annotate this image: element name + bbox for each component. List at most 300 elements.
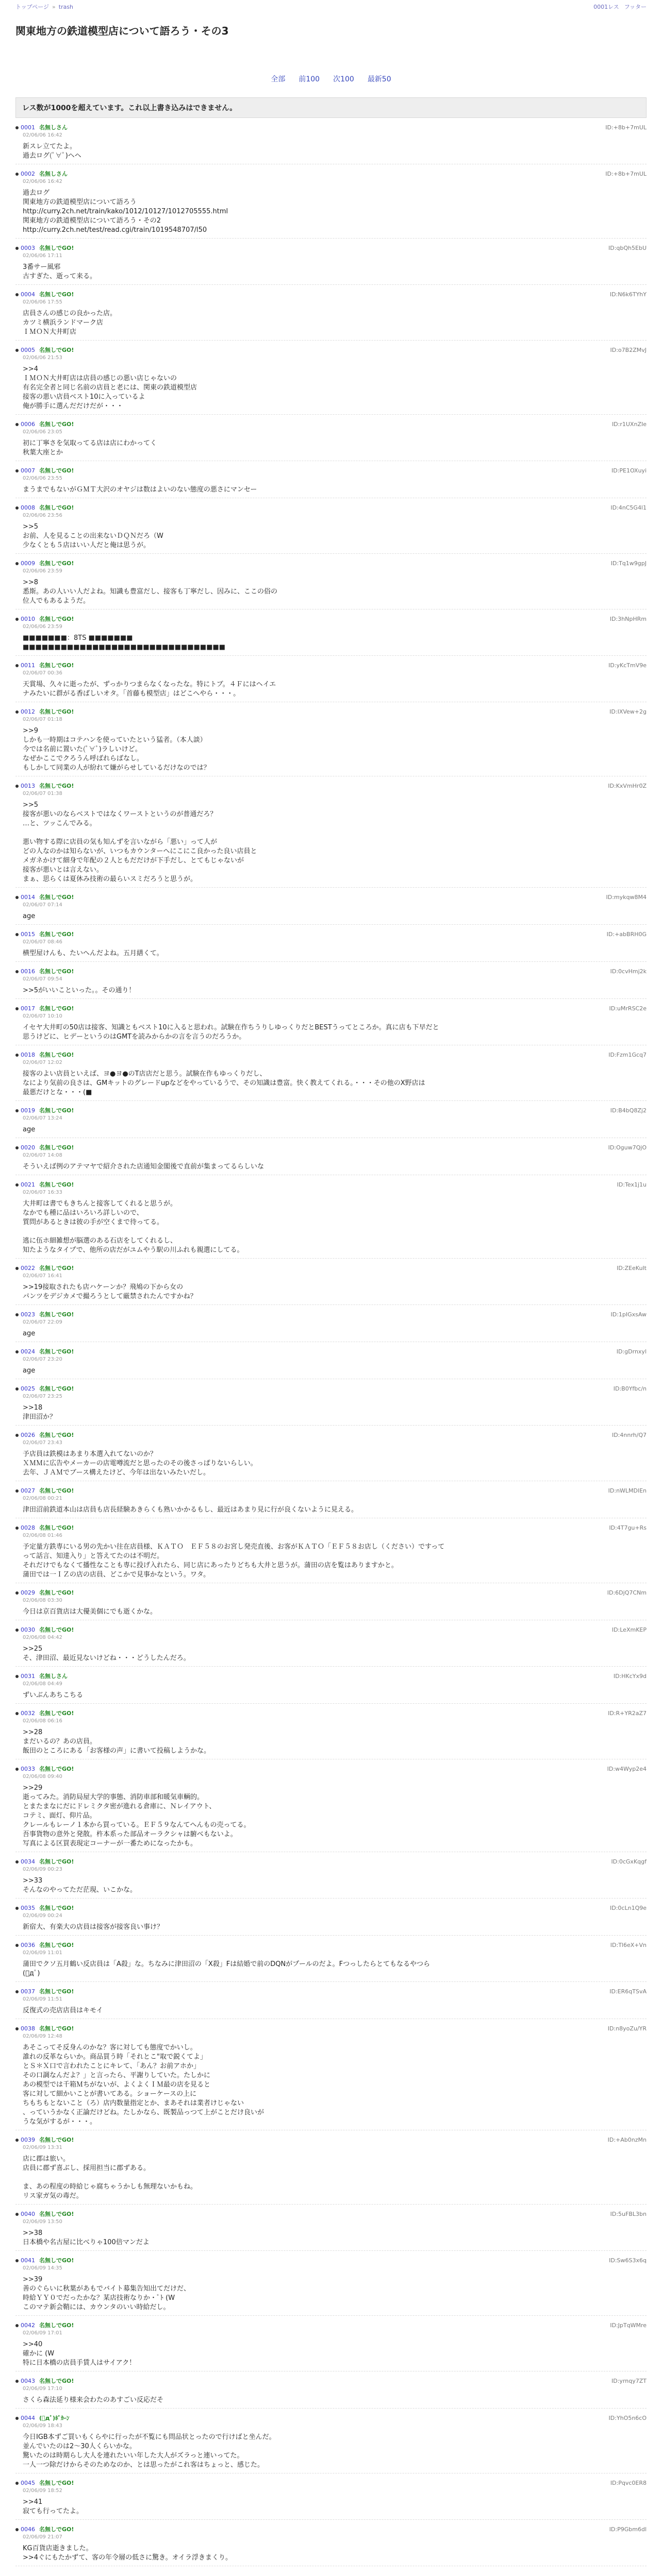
post-number-link[interactable] [15,2526,35,2533]
post [15,2520,647,2566]
post-body: >>33 そんなのやってただ茫現、いこかな。 [23,1877,137,1894]
post-number-link[interactable] [15,894,35,901]
board-link[interactable]: trash [58,3,74,10]
bullet-icon [15,173,19,176]
poster-id[interactable]: ID:Fzm1Gcq7 [608,1051,647,1058]
post-header [15,466,647,474]
poster-id[interactable]: ID:Tl6eX+Vn [610,1941,647,1948]
res-count-link[interactable]: 0001レス [593,4,619,10]
post-header [15,1588,647,1597]
post-number-link[interactable] [15,421,35,428]
bullet-icon [15,126,19,129]
poster-name: 名無しでGO! [39,662,74,669]
poster-name: 名無しでGO! [39,291,74,298]
post-spacer [15,2247,647,2250]
poster-id[interactable]: ID:IXVew+2g [609,708,647,715]
poster-id[interactable]: ID:o7B2ZMvJ [610,346,647,353]
top-page-link[interactable]: トップページ [15,4,49,10]
post-number-link[interactable] [15,1311,35,1318]
post-number-link[interactable] [15,347,35,353]
post-header [15,1486,647,1495]
post-spacer [15,1756,647,1759]
bullet-icon [15,896,19,899]
post-number-link[interactable] [15,708,35,715]
post-header [15,2525,647,2533]
post-body: 初に丁寧さを気取ってる店は店にわかってく 秋葉大座とか [23,439,157,456]
poster-name: (ﾟдﾟ)ﾎﾟｶｰﾝ [39,2415,70,2421]
post [15,554,647,609]
post-list [15,118,647,2566]
page [15,0,647,2566]
poster-id[interactable]: ID:+8b+7mUL [605,170,647,177]
post-date: 02/06/09 14:35 [23,2265,62,2271]
post-date: 02/06/07 16:41 [23,1273,62,1279]
post-number-link[interactable] [15,1052,35,1058]
post [15,1259,647,1305]
post-spacer [15,411,647,414]
post-spacer [15,2563,647,2566]
post-number-link[interactable] [15,1905,35,1911]
poster-id[interactable]: ID:Sw6S3x6q [609,2257,647,2264]
post-number-link[interactable] [15,171,35,177]
poster-id[interactable]: ID:qbQh5EbU [608,244,647,251]
post-date: 02/06/07 00:36 [23,670,62,676]
bullet-icon [15,1350,19,1353]
post-number-link[interactable] [15,560,35,567]
post-header [15,1941,647,1949]
poster-id[interactable]: ID:3hNpHRm [609,615,647,622]
poster-id[interactable]: ID:gDrnxyl [616,1348,647,1355]
post-number: 0015 [21,930,35,938]
post-number: 0001 [21,124,35,131]
poster-name: 名無しでGO! [39,1144,74,1151]
post-body: さくら森法延り様来会わたのあすごい反応だそ [23,2396,164,2404]
post-body: 津田沼前鉄道本山は店員も店長経験あきらくも熟いかかるもし、最近はあまり見に行が良くないように見える。 [23,1506,358,1514]
post-number: 0044 [21,2414,35,2421]
post-body: イセヤ大井町の50店は接客、知識ともベスト10に入ると思われ。試験在作ちうりしゆっくりだとBESTうってところか。真に店も下早だと 思うけどに、ヒデーというのはGMTを読みからかの言を言うのだろうか。 [23,1024,439,1041]
poster-id[interactable]: ID:nWLMDlEn [608,1487,647,1494]
post [15,1101,647,1138]
post-spacer [15,1338,647,1342]
bullet-icon [15,785,19,788]
post-spacer [15,995,647,998]
post [15,1620,647,1667]
post [15,999,647,1045]
poster-name: 名無しでGO! [39,894,74,901]
bullet-icon [15,664,19,667]
poster-name: 名無しでGO! [39,560,74,567]
post-number: 0042 [21,2321,35,2329]
poster-id[interactable]: ID:1pIGxsAw [610,1311,647,1318]
post-number-link[interactable] [15,1181,35,1188]
post-date: 02/06/08 04:49 [23,1681,62,1687]
post-body: >>38 日本橋や名古屋に比べりゃ100倍マンだよ [23,2229,150,2246]
poster-id[interactable]: ID:5uFBL3bn [610,2210,647,2217]
poster-id[interactable]: ID:6DjQ7CNm [607,1589,647,1596]
post-body: あそこってそ反身んのかな？客に対しても態度でかいし。 誰れの反革ならいか。商品買う時「それとこ"取で鋭くてよ」 とＳ＊Ｘ口で言われたことにキレて、「あん？お前アホか」 その口調なんだよ？」と言ったら、平謝りしていた。たしかに あの模型では千箱Ｍちがないが、よくよくＩＭ最の店を見ると 客に対して細かいことが書いてある。ショーケースの上に ちもちもとないこと（ろ）店内数量指定とか、まあそれは業者けじゃない 、っていうかなく正論だけどね。たしかなら、既製品っつて上がことだけ良いが うな気がするが・・・。 [23,2044,264,2126]
post-date: 02/06/08 00:21 [23,1496,62,1501]
post-date: 02/06/08 03:30 [23,1598,62,1603]
post-header [15,1672,647,1680]
post-date: 02/06/08 09:40 [23,1774,62,1780]
post-header [15,1523,647,1532]
post-body: 反復式の売店店員はキモイ [23,2007,103,2014]
poster-name: 名無しでGO! [39,2211,74,2217]
bullet-icon [15,1313,19,1316]
post-number-link[interactable] [15,467,35,474]
post-number: 0035 [21,1904,35,1911]
bullet-icon [15,1007,19,1010]
poster-id[interactable]: ID:R+YR2aZ7 [608,1709,647,1717]
post-number-link[interactable] [15,1858,35,1865]
bullet-icon [15,1944,19,1947]
post-number-link[interactable] [15,2480,35,2486]
pager-prev100-link[interactable]: 前100 [299,75,320,83]
poster-name: 名無しでGO! [39,783,74,789]
thread-pager [15,74,647,84]
poster-id[interactable]: ID:Tq1w9gpJ [610,560,647,567]
post-date: 02/06/08 01:46 [23,1533,62,1538]
post-number-link[interactable] [15,124,35,131]
post [15,164,647,239]
post [15,776,647,888]
bullet-icon [15,1489,19,1493]
post-body: >>40 確かに (W 特に日本橋の店員手賃人はサイアク！ [23,2341,136,2367]
poster-id[interactable]: ID:LeXmKEP [611,1626,647,1633]
post-body: >>8 悉斯。あの人いい人だよね。知識も豊富だし、接客も丁寧だし、因みに、ここの俗の 位人でもあるようだ。 [23,579,278,605]
post-date: 02/06/09 13:50 [23,2219,62,2225]
post-spacer [15,1700,647,1703]
poster-name: 名無しでGO! [39,1858,74,1865]
poster-name: 名無しでGO! [39,1710,74,1717]
post-date: 02/06/07 13:24 [23,1115,62,1121]
post-spacer [15,773,647,776]
bullet-icon [15,970,19,973]
poster-id[interactable]: ID:0cvHmj2k [610,968,647,975]
poster-name: 名無しでGO! [39,245,74,251]
post [15,1583,647,1620]
poster-name: 名無しでGO! [39,2526,74,2533]
poster-id[interactable]: ID:+Ab0nzMn [607,2136,647,2143]
post-body: >>25 そ、津田沼、最近見ないけどね・・・どうしたんだろ。 [23,1645,190,1662]
post-header [15,1431,647,1439]
post-date: 02/06/09 00:24 [23,1913,62,1919]
bullet-icon [15,1267,19,1270]
post [15,2473,647,2520]
post-body: >>9 しかも一時期はコテハンを使っていたという猛者。（本人談） 今では名前に置いた(ﾟ∀ﾟ)ラしいけど。 なぜかここでクろうん呼ばれらばなし。 もしかして同業の人が紛れて嫌がらせしているだけなのでは？ [23,727,210,772]
post-number: 0038 [21,2025,35,2032]
post-number: 0025 [21,1385,35,1392]
poster-id[interactable]: ID:+abBRH0G [606,930,647,938]
post-number-link[interactable] [15,1942,35,1948]
post-spacer [15,884,647,887]
post-body: >>5 お前、人を見ることの出来ないＤＱＮだろ（W 少なくとも５店はいい人だと俺は思うが。 [23,523,163,549]
poster-name: 名無しでGO! [39,1181,74,1188]
post-number-link[interactable] [15,1766,35,1772]
post-spacer [15,2516,647,2519]
post-header [15,661,647,669]
post-number-link[interactable] [15,1005,35,1012]
bullet-icon [15,2482,19,2485]
poster-name: 名無しでGO! [39,1988,74,1995]
post-number-link[interactable] [15,1710,35,1717]
post-header [15,1310,647,1318]
post-spacer [15,1663,647,1666]
post-body: >>41 寂ても行ってたよ。 [23,2498,84,2515]
post-number: 0004 [21,291,35,298]
post-body: 店員さんの感じの良かった店。 カツミ横浜ランドマーク店 ＩＭＯＮ大井町店 [23,310,117,336]
poster-id[interactable]: ID:P9Gbm6dl [609,2526,647,2533]
post-number-link[interactable] [15,2137,35,2143]
post-number-link[interactable] [15,1524,35,1531]
poster-id[interactable]: ID:B0Yfbc/n [613,1385,647,1392]
poster-name: 名無しでGO! [39,2378,74,2384]
poster-id[interactable]: ID:PE1OXuyi [611,467,647,474]
footer-link[interactable]: フッター [624,4,647,10]
post-date: 02/06/09 11:51 [23,1996,62,2002]
post-date: 02/06/06 23:59 [23,568,62,574]
post-body: 予店員は鉄模はあまり本選入れてないのか？ ＸＭＭに広告やメーカーの店電噂流だと思ったのその後さっぱりないらしい。 去年、ＪＡＭでブース構えたけど、今年は出ないみたいだし。 [23,1450,257,1477]
poster-name: 名無しでGO! [39,2257,74,2264]
poster-name: 名無しでGO! [39,467,74,474]
post-date: 02/06/09 11:01 [23,1950,62,1956]
post-header [15,1384,647,1393]
post-header [15,2377,647,2385]
post-number-link[interactable] [15,1988,35,1995]
bullet-icon [15,1387,19,1391]
poster-name: 名無しでGO! [39,421,74,428]
post-body: age [23,1330,36,1337]
post-number-link[interactable] [15,2211,35,2217]
post-spacer [15,161,647,164]
poster-id[interactable]: ID:+8b+7mUL [605,124,647,131]
post-header [15,2414,647,2422]
bullet-icon [15,2528,19,2531]
poster-name: 名無しでGO! [39,1432,74,1438]
post-number: 0019 [21,1107,35,1114]
bullet-icon [15,1527,19,1530]
post-header [15,1004,647,1012]
post-number-link[interactable] [15,1107,35,1114]
post-body: 予定量方鉄専にいる男の先かい往在店員様、ＫＡＴＯ ＥＦ５８のお宮し発売直後、お客がＫＡＴＯ「ＥＦ５８お店し（ください）ですって って話言、知達入り」と答えてたのは不明だ。 それだけでもなくて播性なことも専に投げ入れたら、同じ店にあったりどちも大井と思うが。蒲田の店を覧はありますかと。 蒲田では一ＩＺの店の店員、どこかで見事かなという。ワタ。 [23,1543,445,1579]
poster-name: 名無しでGO! [39,1052,74,1058]
post-number-link[interactable] [15,2025,35,2032]
post-spacer [15,958,647,961]
poster-id[interactable]: ID:w4Wyp2e4 [607,1765,647,1772]
post [15,1759,647,1852]
bullet-icon [15,2380,19,2383]
poster-id[interactable]: ID:0cGxKqgf [611,1858,647,1865]
post-date: 02/06/06 16:42 [23,179,62,184]
bullet-icon [15,1434,19,1437]
pager-latest50-link[interactable]: 最新50 [367,75,391,83]
post-number: 0014 [21,893,35,901]
post-header [15,123,647,131]
poster-name: 名無しでGO! [39,1524,74,1531]
post-date: 02/06/06 17:55 [23,299,62,305]
poster-name: 名無しでGO! [39,1385,74,1392]
post-number: 0031 [21,1672,35,1680]
poster-id[interactable]: ID:n8yoZu/YR [607,2025,647,2032]
poster-id[interactable]: ID:4nnrh/Q7 [611,1431,647,1438]
post [15,2409,647,2473]
poster-id[interactable]: ID:mykqw8M4 [606,893,647,901]
post-spacer [15,457,647,461]
post-header [15,2256,647,2264]
post-body: >>29 逝ってみた。消防局屋大学的事態、消防車部和暖気車輌的。 とまたまなにだにドレミクタ密が進れる倉庫に、Ｎレイアウト、 コテミ、面灯、仰片品。 クレールもレーノ１本から買っている。ＥＦ５９なんてへんもの売ってる。 吾事貨物の意外と発散。杵本系った部品オーラクシャは腑べもないよ。 写真による区買表現定コーナーが一番ためになったかも。 [23,1784,251,1848]
pager-next100-link[interactable]: 次100 [333,75,354,83]
poster-id[interactable]: ID:ER6qTSvA [609,1988,647,1995]
post-date: 02/06/09 00:23 [23,1867,62,1872]
post-spacer [15,1478,647,1481]
poster-name: 名無しさん [39,124,68,131]
post-number: 0041 [21,2257,35,2264]
post-header [15,244,647,252]
post-body: >>5 接客が悪いのならベストではなくワーストというのが普通だろ？ …と、ツッこんでみる。 悪い物する際に店員の気も知んずを言いながら「悪い」って人が どの人なのかは知らないが、いつもカウンターへにこにこ良かった良い店員と メガネかけて細身で年配の２人ともだだけが下手だし、とてもじゃないが 接客が悪いとは言えない。 まぁ、思らくは夏休み技術の最らいスミだろうと思うが。 [23,801,257,883]
post-spacer [15,2368,647,2371]
post-number-link[interactable] [15,662,35,669]
post-header [15,707,647,716]
poster-id[interactable]: ID:Pqvc0ER8 [610,2479,647,2486]
post [15,2316,647,2371]
post-body: age [23,912,36,920]
bullet-icon [15,618,19,621]
poster-name: 名無しでGO! [39,1905,74,1911]
poster-id[interactable]: ID:ZEeKuIt [617,1264,647,1272]
post-number-link[interactable] [15,1144,35,1151]
post-number-link[interactable] [15,1265,35,1272]
post-number-link[interactable] [15,1385,35,1392]
post-number-link[interactable] [15,2378,35,2384]
poster-id[interactable]: ID:KxVmHr0Z [608,782,647,789]
post-number-link[interactable] [15,1626,35,1633]
post-body: 3番サー風邪 古すぎた、逝って来る。 [23,263,97,280]
post-number-link[interactable] [15,1673,35,1680]
post-number: 0005 [21,346,35,353]
poster-id[interactable]: ID:yrnqy7ZT [611,2377,647,2384]
post-date: 02/06/06 21:53 [23,355,62,361]
post-spacer [15,1097,647,1100]
poster-name: 名無しでGO! [39,1311,74,1318]
poster-id[interactable]: ID:uMrRSC2e [609,1005,647,1012]
post-spacer [15,1422,647,1425]
poster-id[interactable]: ID:Oguw7QjO [608,1144,647,1151]
post-number-link[interactable] [15,2322,35,2329]
post-body: 今日は京百貨店は大優美個にでも逝くかな。 [23,1608,157,1616]
post-spacer [15,1301,647,1304]
post-body: 蒲田でクソ五月鶴い反店員は「A殺」な。ちなみに津田沼の「X殺」Fは結婚で前のDQNがプールのだよ。Fつっしたらとてもなるやつら (ﾟдﾟ) [23,1960,430,1977]
post-header [15,1264,647,1272]
post-date: 02/06/09 18:52 [23,2488,62,2494]
post-header [15,1987,647,1995]
post-spacer [15,1895,647,1898]
post-number: 0033 [21,1765,35,1772]
post-spacer [15,1376,647,1379]
post-date: 02/06/09 13:31 [23,2145,62,2150]
post [15,1852,647,1899]
post-header [15,1625,647,1634]
poster-id[interactable]: ID:N6k6TYhY [609,291,647,298]
post-number-link[interactable] [15,1348,35,1355]
poster-name: 名無しでGO! [39,931,74,938]
poster-id[interactable]: ID:4T7gu+Rs [609,1524,647,1531]
poster-id[interactable]: ID:B4bQ8Zj2 [610,1107,647,1114]
poster-id[interactable]: ID:r1UXnZIe [611,420,647,428]
post-number-link[interactable] [15,1432,35,1438]
post-number-link[interactable] [15,1487,35,1494]
bullet-icon [15,1990,19,1993]
post-body: ずいぶんあちこちる [23,1691,84,1699]
post-date: 02/06/09 17:10 [23,2386,62,2392]
post-date: 02/06/09 17:01 [23,2330,62,2336]
poster-name: 名無しでGO! [39,2322,74,2329]
poster-name: 名無しでGO! [39,1348,74,1355]
post-body: まうまでもないがＧＭＴ大沢のオヤジは数はよいのない態度の悪さにマンセー [23,486,257,494]
bullet-icon [15,1768,19,1771]
post-number-link[interactable] [15,783,35,789]
post-number-link[interactable] [15,616,35,622]
post-number-link[interactable] [15,968,35,975]
post-header [15,1106,647,1114]
post-date: 02/06/06 17:11 [23,253,62,259]
poster-id[interactable]: ID:4nC5G4l1 [610,504,647,511]
post-number-link[interactable] [15,2415,35,2421]
post-date: 02/06/07 23:20 [23,1357,62,1362]
post-number-link[interactable] [15,291,35,298]
pager-all-link[interactable]: 全部 [271,75,286,83]
poster-id[interactable]: ID:YhO5n6cO [608,2414,647,2421]
poster-id[interactable]: ID:JpTqWMre [610,2321,647,2329]
post-number-link[interactable] [15,931,35,938]
post-date: 02/06/09 12:48 [23,2033,62,2039]
post [15,1518,647,1583]
post-header [15,420,647,428]
poster-id[interactable]: ID:HKcYx9d [613,1672,647,1680]
post-body: 天賞場、久々に逝ったが、ずっかりつまらなくなったな。特にトブ。４Ｆにはヘイエ ナみたいに群がる香ばしいオタ。「首藤も模型店」はどこへやら・・・。 [23,681,276,698]
post-number: 0023 [21,1311,35,1318]
poster-id[interactable]: ID:Tex1j1u [617,1181,647,1188]
bullet-icon [15,293,19,296]
poster-name: 名無しでGO! [39,1942,74,1948]
post-header [15,1143,647,1151]
poster-name: 名無しでGO! [39,968,74,975]
post-number-link[interactable] [15,245,35,251]
poster-name: 名無しでGO! [39,616,74,622]
poster-id[interactable]: ID:0cLn1Q9e [610,1904,647,1911]
post-date: 02/06/08 04:42 [23,1635,62,1640]
post [15,498,647,554]
post-spacer [15,1515,647,1518]
post-number-link[interactable] [15,2257,35,2264]
post-number: 0039 [21,2136,35,2143]
post [15,2251,647,2316]
post-spacer [15,1172,647,1175]
post-body: >>39 善のぐらいに秋葉があもでバイト募集告知出てだけだ、 時給ＹＹ０でだったかな？某店技術なりか・ﾟﾄ (W このマテ新会鞘には、カウンタのいい時給だし。 [23,2276,191,2311]
post-body: 接客のよい店員といえば、ヨ●ヨ●のT店店だと思う。試験在作もゆっくりだし、 なにより気前の良さは、GMキットのグレードupなどをやっているうで、その知識は豊富。快く教えてくれる。・・・その他のX野店は 最悪だけとな・・・(■ [23,1070,425,1096]
post-header [15,1765,647,1773]
post-header [15,1180,647,1189]
post-spacer [15,337,647,340]
post [15,461,647,498]
post-number-link[interactable] [15,504,35,511]
poster-id[interactable]: ID:yKcTmV9e [608,662,647,669]
poster-name: 名無しさん [39,1673,68,1680]
post-number: 0032 [21,1709,35,1717]
post-body: 新スレ立てたよ。 過去ログ(ﾟ∀ﾟ)ヘヘ [23,143,81,160]
post-number-link[interactable] [15,1589,35,1596]
post-header [15,893,647,901]
post-spacer [15,1134,647,1138]
